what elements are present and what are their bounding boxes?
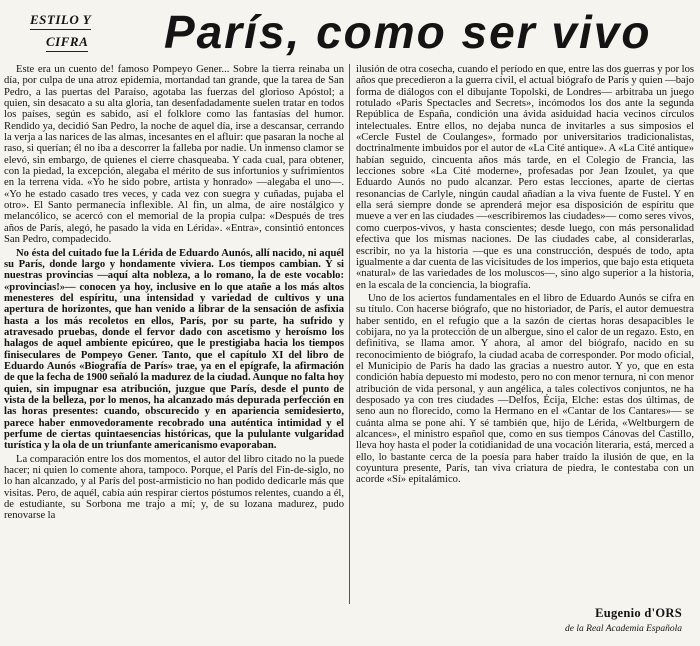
paragraph: La comparación entre los dos momentos, el autor del libro citado no la puede hacer; ni quien lo comente ahora, tampoco. Porque, el París del Fin-de-siglo, no lo han alcanzado, y al París del post-armisticio no han podido dedicarle más que visitas. Pero, de aquél, cabía aún respirar ciertos póstumos relentes, cuando a él, de estudiante, su Sorbona me trajo a mí; y, de su lozana madurez, pudo renovarse la [4, 453, 344, 522]
section-kicker-bottom: CIFRA [46, 34, 88, 52]
paragraph: Uno de los aciertos fundamentales en el libro de Eduardo Aunós se cifra en su título. Con hacerse biógrafo, que no historiador, de París, el autor demuestra haber sentido, en el refugio que a la sazón de ciertas horas desapacibles le cobijara, no ya la protección de un albergue, sino el calor de un regazo. Esto, en definitiva, se llama amor. Y ahora, al amor del biógrafo, nacido en su reconocimiento de biógrafo, la ciudad acaba de corresponder. Por modo oficial, el Municipio de París ha dado las gracias a nuestro autor. Y yo, que en esta condición había depuesto mi modesto, pero no con menor ternura, ni con menor atribución de vida personal, y aun angélica, a tales colectivos conjuntos, ne ha desposado ya con tres ciudades —Delfos, Écija, Elche: estas dos últimas, de seno aun no florecido, como la Hermano en el «Cantar de los Cantares»— se cuánta alma se pone ahí. Y sé también que, hijo de Lérida, «Weltburgern de alcances», el ministro español que, como en sus tiempos Cánovas del Castillo, lleva hoy hasta el poder la cotidianidad de una vocación literaria, está, merced a ello, lo bastante cerca de la poesía para haber traído la ilusión de que, en la coyuntura presente, París, tan viva criatura de piedra, le contestaba con un acorde «Sí» epitalámico. [356, 292, 694, 486]
author-signature [565, 606, 682, 634]
section-kicker-top: ESTILO Y [30, 12, 91, 30]
article-header [30, 4, 700, 62]
article-column-right [356, 64, 694, 486]
column-divider [349, 64, 350, 604]
paragraph: ilusión de otra cosecha, cuando el período en que, entre las dos guerras y por los años que precedieron a la guerra civil, el actual biógrafo de París y quien —bajo forma de diálogos con el dibujante Topolski, de Londres— arbitraba un juego rotulado «Paris Spectacles and Secrets», incómodos los dos ante la segunda República de España, condición una ávida asiduidad hacia vecinos círculos intelectuales. Entre ellos, no dejaba nunca de invitarles a sus simposios el «Cercle Fustel de Coulanges», formado por universitarios tradicionalistas, doctrinalmente imbuidos por el autor de «La Cité antique». A «La Cité antique» habían seguido, cincuenta años más tarde, en el Colegio de Francia, las lecciones sobre «La Cité moderne», profesadas por Jean Izoulet, ya que Eduardo Aunós no pudo alcanzar. Pero estas lecciones, aparte de ciertas resonancias de Carlyle, ningún caudal añadían a la viva fuente de Fustel. Y en ella será siempre donde se aprenderá mejor esa disposición de espíritu que mueve a ver en las ciudades —«escribiremos las ciudades»— como seres vivos, como cuerpos-vivos, y hasta conscientes; desde luego, con más personalidad efectiva que los mismas naciones. De las ciudades cabe, al considerarlas, escribir, no ya la historia —que es una construcción, después de todo, apta igualmente a dar cuenta de las vicisitudes de los imperios, que bajo esta etiqueta «natural» de las variedades de los moluscos—, sino algo superior a la historia, en la escala de la conciencia, la biografía. [356, 64, 694, 291]
article-title: París, como ser vivo [164, 6, 652, 58]
paragraph: Este era un cuento de! famoso Pompeyo Gener... Sobre la tierra reinaba un día, por culpa de una atroz epidemia, mortandad tan grande, que la tarea de San Pedro, a las puertas del Paraíso, agotaba las fuerzas del glorioso Apóstol; a quien, sin desacato a su alta gloria, tan desenfadadamente suelen tratar en todos los países, según es sabido, así el folklore como las fantasías del humor. Rendido ya, decidió San Pedro, la noche de aquel día, irse a descansar, cerrando la verja a las narices de las almas, incesantes en el afluir: que pasaran la noche al raso, si querían; él no iba a descorrer la falleba por nadie. Un inmenso clamor se elevó, sin embargo, de quienes el cierre chasqueaba. Y cada cual, para obtener, con la piedad, la excepción, alegaba el mérito de sus infortunios y sufrimientos en la terrena vida. «Yo he sido pobre, artista y honrado» —alegaba el uno—. «Yo he estado casado tres veces, y cada vez con suegra y cuñadas, pujaba el otro». El Santo permanecía inflexible. Al fin, un alma, de aire nostálgico y melancólico, se acercó con el memorial de la propia culpa: «Después de tres años de París, alegó, he pasado la vida en Lérida». «Entra», consintió entonces San Pedro, compadecido. [4, 64, 344, 246]
author-name: Eugenio d'ORS [595, 606, 682, 620]
author-affiliation: de la Real Academia Española [565, 624, 682, 634]
article-column-left [4, 64, 344, 522]
paragraph: No ésta del cuitado fue la Lérida de Eduardo Aunós, allí nacido, ni aquél su París, donde largo y hondamente viviera. Los tiempos cambian. Y si nuestras provincias —aquí alta nobleza, a lo romano, la de este vocablo: «provincias!»— conocen ya hoy, inclusive en lo que atañe a los más altos menesteres del espíritu, una intensidad y variedad de cultivos y una apertura de horizontes, que han venido a librar de la sensación de asfixia hasta a los más recoletos en ellos, París, por su parte, ha sufrido y atravesado pruebas, donde el fervor dado con ascetismo y heroísmo los halagos de aquel ambiente epicúreo, que le prestigiaba hacia los tiempos finiseculares de Pompeyo Gener. Tanto, que el capítulo XI del libro de Eduardo Aunós «Biografía de París» trae, ya en el epígrafe, la afirmación de que la fecha de 1900 señaló la madurez de la ciudad. Aunque no falta hoy quien, sin impugnar esa atribución, juzgue que París, desde el punto de vista de la belleza, por lo menos, ha alcanzado más depurada perfección en las horas presentes: cuando, obscurecido y en apariencia semidesierto, parece haber enmovedoramente recobrado una auténtica intimidad y el perfume de ciertas quintaesencias históricas, que la pululante vulgaridad turística y la ola de un triunfante americanismo evaporaban. [4, 247, 344, 452]
